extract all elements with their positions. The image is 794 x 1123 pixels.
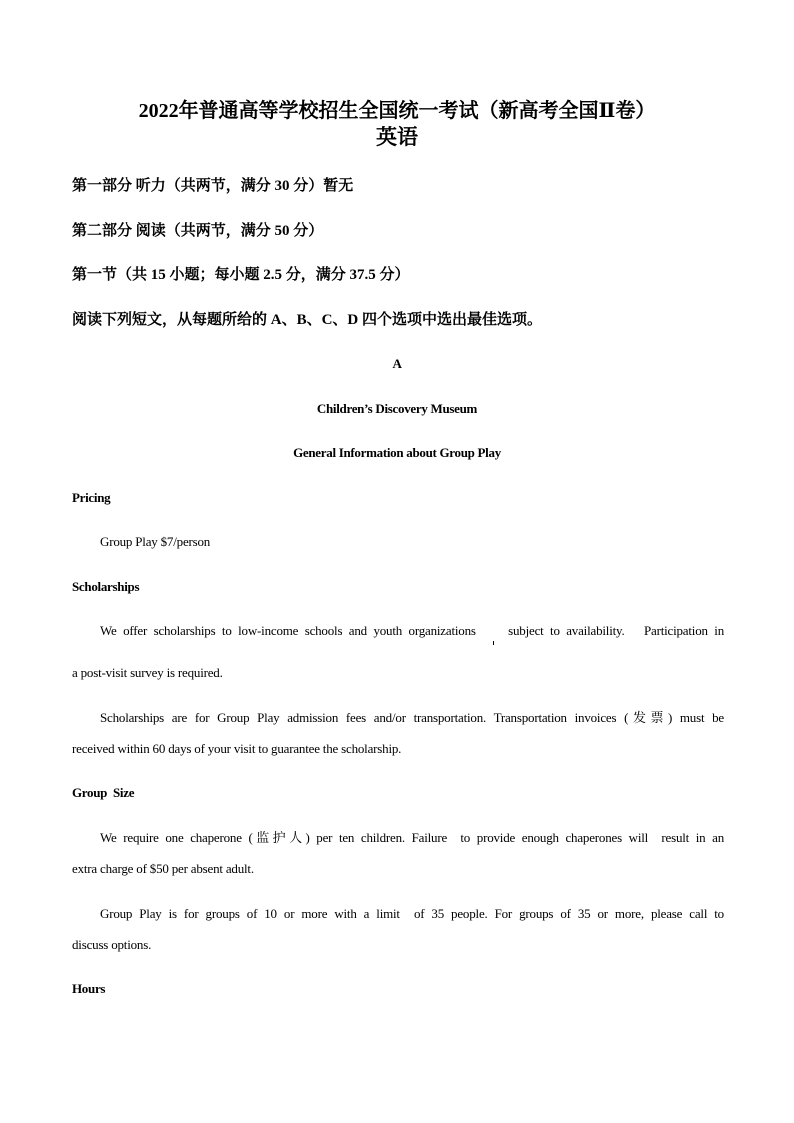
scholarships-paragraph1-line1: We offer scholarships to low-income schools and youth organizations subject to availability. Participation in	[100, 623, 724, 638]
instruction-text: 阅读下列短文，从每题所给的 A、B、C、D 四个选项中选出最佳选项。	[72, 312, 543, 328]
pricing-text: Group Play $7/person	[100, 534, 211, 549]
scholarships-paragraph1-line2: a post-visit survey is required.	[72, 665, 223, 680]
group-size-heading: Group Size	[72, 785, 135, 800]
stray-mark	[493, 641, 494, 645]
subject-title: 英语	[376, 125, 418, 149]
passage-title: Children’s Discovery Museum	[316, 401, 478, 416]
section1-heading: 第一节（共 15 小题；每小题 2.5 分，满分 37.5 分）	[72, 267, 410, 283]
exam-title: 2022年普通高等学校招生全国统一考试（新高考全国Ⅱ卷）	[138, 100, 656, 122]
scholarships-paragraph2-line1: Scholarships are for Group Play admission fees and/or transportation. Transportation invoices (发票) must be	[100, 710, 724, 725]
pricing-heading: Pricing	[72, 490, 111, 505]
passage-letter: A	[392, 356, 402, 371]
group-size-paragraph1-line1: We require one chaperone (监护人) per ten children. Failure to provide enough chaperones will result in an	[100, 830, 724, 845]
scholarships-heading: Scholarships	[72, 579, 140, 594]
group-size-paragraph1-line2: extra charge of $50 per absent adult.	[72, 861, 254, 876]
hours-heading: Hours	[72, 981, 106, 996]
scholarships-paragraph2-line2: received within 60 days of your visit to guarantee the scholarship.	[72, 741, 402, 756]
part2-heading: 第二部分 阅读（共两节，满分 50 分）	[72, 223, 324, 239]
group-size-paragraph2-line2: discuss options.	[72, 937, 152, 952]
passage-subtitle: General Information about Group Play	[293, 445, 501, 460]
part1-heading: 第一部分 听力（共两节，满分 30 分）暂无	[72, 178, 354, 194]
group-size-paragraph2-line1: Group Play is for groups of 10 or more with a limit of 35 people. For groups of 35 or more, please call to	[100, 906, 724, 921]
